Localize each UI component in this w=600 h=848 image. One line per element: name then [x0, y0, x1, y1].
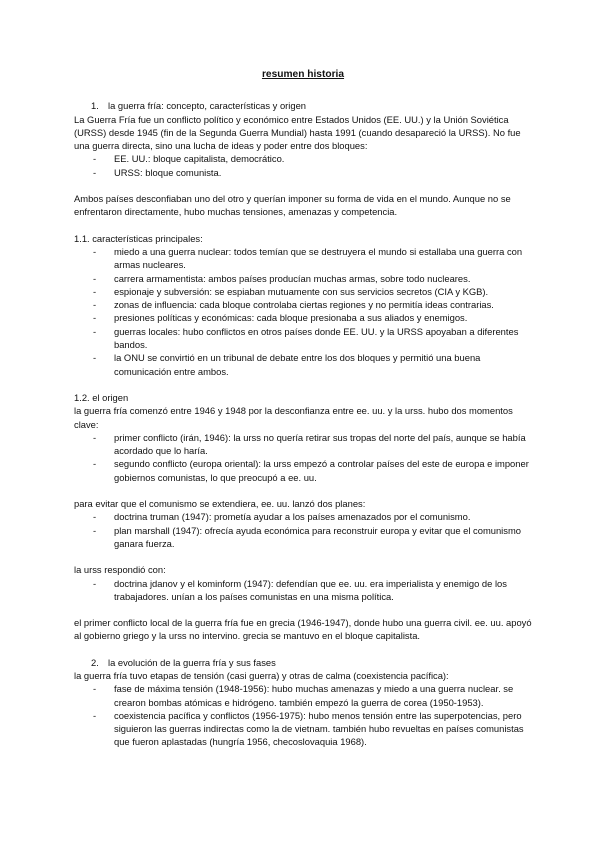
origin-conflicts-list: [74, 431, 532, 484]
section-1-paragraph-1: La Guerra Fría fue un conflicto político y económico entre Estados Unidos (EE. UU.) y la Unión Soviética (URSS) desde 1945 (fin de la Segunda Guerra Mundial) hasta 1991 (cuando desapareció la URSS). No fue una guerra directa, sino una lucha de ideas y poder entre dos bloques:: [74, 113, 521, 152]
urss-response-list: [74, 577, 532, 604]
list-item: - miedo a una guerra nuclear: todos temían que se destruyera el mundo si estallaba una guerra con armas nucleares.: [99, 245, 532, 272]
document-title: resumen historia: [261, 69, 345, 80]
list-item: - URSS: bloque comunista.: [99, 166, 532, 179]
characteristics-list: [74, 245, 532, 378]
list-item: - coexistencia pacífica y conflictos (1956-1975): hubo menos tensión entre las superpotencias, pero siguieron las guerras indirectas como la de vietnam. también hubo revueltas en países comunistas que fueron aplastadas (hungría 1956, checoslovaquia 1968).: [99, 709, 532, 749]
list-item: - doctrina jdanov y el kominform (1947): defendían que ee. uu. era imperialista y enemigo de los trabajadores. unían a los países comunistas en una misma política.: [99, 577, 532, 604]
list-item: - segundo conflicto (europa oriental): la urss empezó a controlar países del este de europa e imponer gobiernos comunistas, lo que preocupó a ee. uu.: [99, 457, 532, 484]
section-1-heading-text: la guerra fría: concepto, características y origen: [108, 100, 307, 112]
list-item: - presiones políticas y económicas: cada bloque presionaba a sus aliados y enemigos.: [99, 311, 532, 324]
list-item: - plan marshall (1947): ofrecía ayuda económica para reconstruir europa y evitar que el comunismo ganara fuerza.: [99, 524, 532, 551]
urss-response-intro: la urss respondió con:: [74, 564, 166, 576]
section-1-heading: [74, 99, 532, 112]
list-item: - guerras locales: hubo conflictos en otros países donde EE. UU. y la URSS apoyaban a diferentes bandos.: [99, 325, 532, 352]
list-item: - primer conflicto (irán, 1946): la urss no quería retirar sus tropas del norte del país, aunque se había acordado que lo haría.: [99, 431, 532, 458]
origin-intro: la guerra fría comenzó entre 1946 y 1948 por la desconfianza entre ee. uu. y la urss. hubo dos momentos clave:: [74, 405, 513, 430]
list-item: - EE. UU.: bloque capitalista, democrático.: [99, 152, 532, 165]
section-1-1-heading: 1.1. características principales:: [74, 232, 203, 244]
section-1-number: 1.: [91, 100, 99, 112]
section-1-2-heading: 1.2. el origen: [74, 391, 129, 403]
plans-intro: para evitar que el comunismo se extendiera, ee. uu. lanzó dos planes:: [74, 498, 366, 510]
list-item: - espionaje y subversión: se espiaban mutuamente con sus servicios secretos (CIA y KGB).: [99, 285, 532, 298]
phases-list: [74, 682, 532, 748]
greece-paragraph: el primer conflicto local de la guerra fría fue en grecia (1946-1947), donde hubo una guerra civil. ee. uu. apoyó al gobierno griego y la urss no intervino. grecia se mantuvo en el bloque capitalista.: [74, 617, 532, 642]
blocs-list: [74, 152, 532, 179]
list-item: - carrera armamentista: ambos países producían muchas armas, sobre todo nucleares.: [99, 272, 532, 285]
section-1-paragraph-2: Ambos países desconfiaban uno del otro y querían imponer su forma de vida en el mundo. Aunque no se enfrentaron directamente, hubo muchas tensiones, amenazas y competencia.: [74, 193, 511, 218]
list-item: - fase de máxima tensión (1948-1956): hubo muchas amenazas y miedo a una guerra nuclear. se crearon bombas atómicas e hidrógeno. también empezó la guerra de corea (1950-1953).: [99, 682, 532, 709]
section-2-heading-text: la evolución de la guerra fría y sus fases: [108, 656, 276, 668]
list-item: - doctrina truman (1947): prometía ayudar a los países amenazados por el comunismo.: [99, 510, 532, 523]
section-2-heading: [74, 656, 532, 669]
document-body: [74, 68, 532, 749]
list-item: - zonas de influencia: cada bloque controlaba ciertas regiones y no permitía ideas contrarias.: [99, 298, 532, 311]
section-2-number: 2.: [91, 656, 99, 668]
plans-list: [74, 510, 532, 550]
section-2-intro: la guerra fría tuvo etapas de tensión (casi guerra) y otras de calma (coexistencia pacífica):: [74, 669, 449, 681]
list-item: - la ONU se convirtió en un tribunal de debate entre los dos bloques y permitió una buena comunicación entre ambos.: [99, 351, 532, 378]
